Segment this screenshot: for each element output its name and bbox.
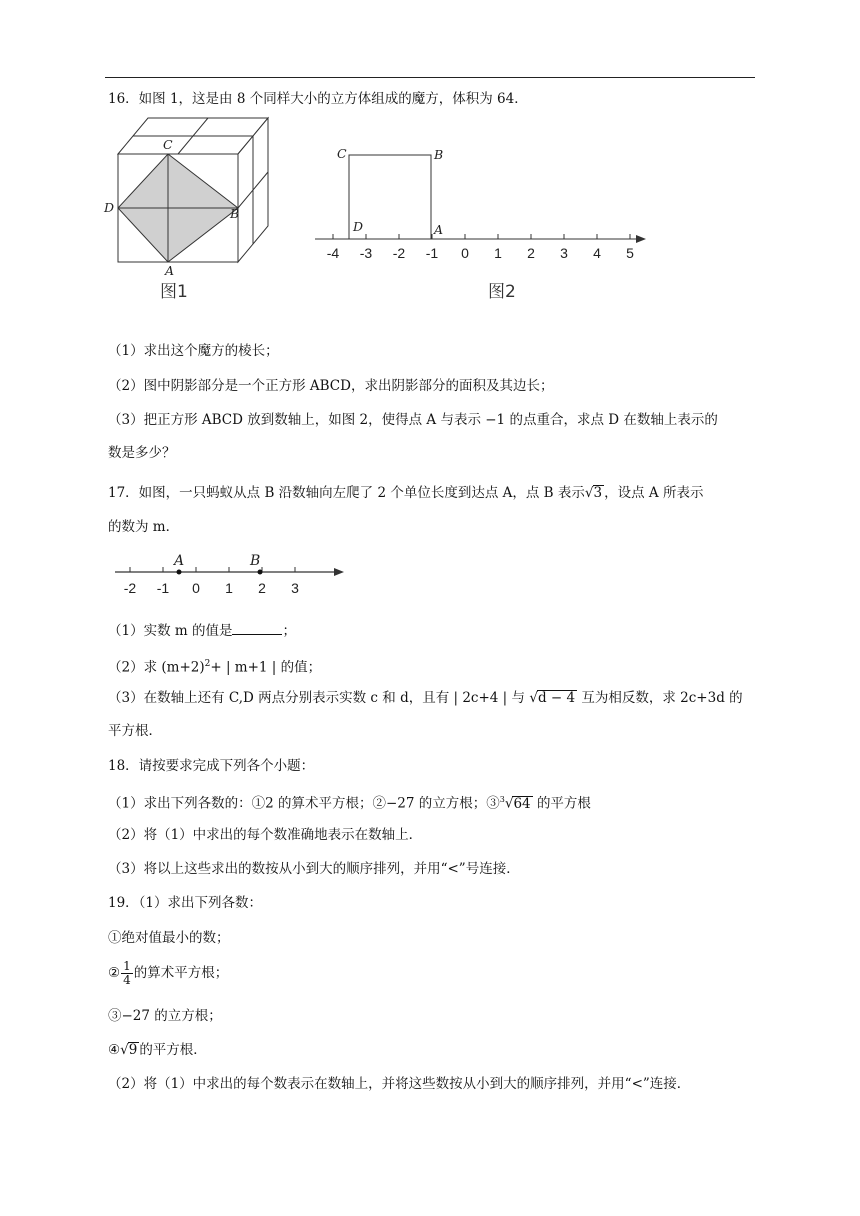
fig2-tick-label: 3 bbox=[560, 245, 568, 261]
header-rule bbox=[105, 77, 755, 78]
fig2-caption: 图2 bbox=[488, 282, 516, 302]
point-a-dot bbox=[177, 570, 182, 575]
fig2-tick-label: -2 bbox=[392, 245, 406, 261]
fig2-tick-label: -1 bbox=[425, 245, 439, 261]
q19-item3: ③−27 的立方根； bbox=[108, 1008, 222, 1024]
fig2-tick-label: 1 bbox=[494, 245, 502, 261]
q17-part3-a: （3）在数轴上还有 C,D 两点分别表示实数 c 和 d，且有 | 2c+4 | 与 bbox=[108, 690, 526, 706]
q17-part1-end: ； bbox=[282, 623, 296, 639]
fig1-label-d: D bbox=[104, 200, 115, 215]
q17-part3-b: 互为相反数，求 2c+3d 的 bbox=[581, 690, 743, 706]
q19-item2-post: 的算术平方根； bbox=[133, 965, 229, 981]
fig2-label-b: B bbox=[434, 147, 444, 162]
q17-stem-b: 的数为 m． bbox=[108, 519, 180, 535]
q17-part3: （3）在数轴上还有 C,D 两点分别表示实数 c 和 d，且有 | 2c+4 | 与 √d − 4 互为相反数，求 2c+3d 的 bbox=[108, 690, 743, 706]
q17-part3-radicand: d − 4 bbox=[537, 690, 576, 706]
q19-item2-pre: ② bbox=[108, 965, 121, 981]
q17-tick-label: 1 bbox=[225, 580, 233, 596]
q16-part1: （1）求出这个魔方的棱长； bbox=[108, 343, 279, 359]
q19-item2 bbox=[108, 960, 228, 987]
q19-item4-post: 的平方根． bbox=[139, 1042, 207, 1058]
q18-part2: （2）将（1）中求出的每个数准确地表示在数轴上． bbox=[108, 827, 423, 843]
q17-part2-a: （2）求 (m+2) bbox=[108, 659, 205, 676]
q17-part1-text: （1）实数 m 的值是 bbox=[108, 623, 233, 639]
q17-tick-label: -1 bbox=[156, 580, 170, 596]
q18-part1-a: （1）求出下列各数的：①2 的算术平方根；②−27 的立方根；③ bbox=[108, 795, 500, 812]
q17-part2-b: + | m+1 | 的值； bbox=[210, 659, 322, 676]
q19-item4-pre: ④ bbox=[108, 1042, 121, 1058]
figure-1-cube bbox=[100, 112, 290, 302]
fig2-label-c: C bbox=[337, 146, 347, 161]
q16-part3-a: （3）把正方形 ABCD 放到数轴上，如图 2，使得点 A 与表示 −1 的点重合，求点 D 在数轴上表示的 bbox=[108, 412, 718, 428]
q18-radicand: 64 bbox=[513, 795, 531, 812]
q17-part3-c: 平方根． bbox=[108, 723, 162, 739]
q17-stem-a1: 17．如图，一只蚂蚁从点 B 沿数轴向左爬了 2 个单位长度到达点 A，点 B 表示 bbox=[108, 485, 585, 501]
fig1-label-b: B bbox=[230, 206, 240, 221]
q17-part2-exp: 2 bbox=[204, 659, 211, 669]
q17-stem-a: 17．如图，一只蚂蚁从点 B 沿数轴向左爬了 2 个单位长度到达点 A，点 B 表示√3 ，设点 A 所表示 bbox=[108, 485, 704, 501]
q17-tick-label: 2 bbox=[258, 580, 266, 596]
fraction-one-quarter bbox=[121, 960, 133, 987]
q17-label-a: A bbox=[174, 553, 185, 569]
fig2-tick-label: -3 bbox=[359, 245, 373, 261]
fig1-label-c: C bbox=[163, 137, 173, 152]
point-b-dot bbox=[258, 570, 263, 575]
q17-part1 bbox=[108, 620, 296, 641]
q18-stem: 18．请按要求完成下列各个小题： bbox=[108, 758, 315, 774]
q18-part1-b: 的平方根 bbox=[536, 795, 591, 812]
fig2-label-d: D bbox=[353, 219, 364, 234]
q17-sqrt3: 3 bbox=[593, 485, 603, 501]
fig1-caption: 图1 bbox=[160, 282, 188, 302]
q17-tick-label: 3 bbox=[291, 580, 299, 596]
q17-tick-label: 0 bbox=[192, 580, 200, 596]
fig2-tick-label: 4 bbox=[593, 245, 601, 261]
q16-part2: （2）图中阴影部分是一个正方形 ABCD，求出阴影部分的面积及其边长； bbox=[108, 378, 554, 394]
fig2-tick-label: 0 bbox=[461, 245, 469, 261]
q16-stem: 16．如图 1，这是由 8 个同样大小的立方体组成的魔方，体积为 64． bbox=[108, 91, 528, 107]
fig2-label-a: A bbox=[434, 222, 444, 237]
fig1-label-a: A bbox=[165, 263, 175, 278]
answer-blank bbox=[232, 620, 282, 635]
q19-item1: ①绝对值最小的数； bbox=[108, 930, 230, 946]
q17-tick-label: -2 bbox=[123, 580, 137, 596]
q19-item4-radicand: 9 bbox=[128, 1042, 138, 1058]
q19-item4: ④√9 的平方根． bbox=[108, 1042, 207, 1058]
q18-part3: （3）将以上这些求出的数按从小到大的顺序排列，并用“<”号连接． bbox=[108, 861, 520, 877]
q17-part2 bbox=[108, 654, 321, 678]
q16-part3-b: 数是多少？ bbox=[108, 445, 176, 461]
q17-stem-a2: ，设点 A 所表示 bbox=[604, 485, 704, 501]
fig2-tick-label: 2 bbox=[527, 245, 535, 261]
fraction-denominator: 4 bbox=[123, 973, 131, 987]
q19-part2: （2）将（1）中求出的每个数表示在数轴上，并将这些数按从小到大的顺序排列，并用“<”连接． bbox=[108, 1076, 691, 1092]
q18-cube-index: 3 bbox=[499, 795, 505, 804]
q17-number-line bbox=[110, 548, 350, 600]
fig2-tick-label: 5 bbox=[626, 245, 634, 261]
fig2-tick-label: -4 bbox=[326, 245, 340, 261]
figure-2-number-line bbox=[310, 140, 660, 305]
q19-stem: 19．（1）求出下列各数： bbox=[108, 895, 263, 911]
q17-label-b: B bbox=[250, 553, 261, 569]
fraction-numerator: 1 bbox=[123, 959, 131, 973]
q18-part1: （1）求出下列各数的：①2 的算术平方根；②−27 的立方根；③$^3$√64 的平方根 bbox=[108, 795, 591, 812]
